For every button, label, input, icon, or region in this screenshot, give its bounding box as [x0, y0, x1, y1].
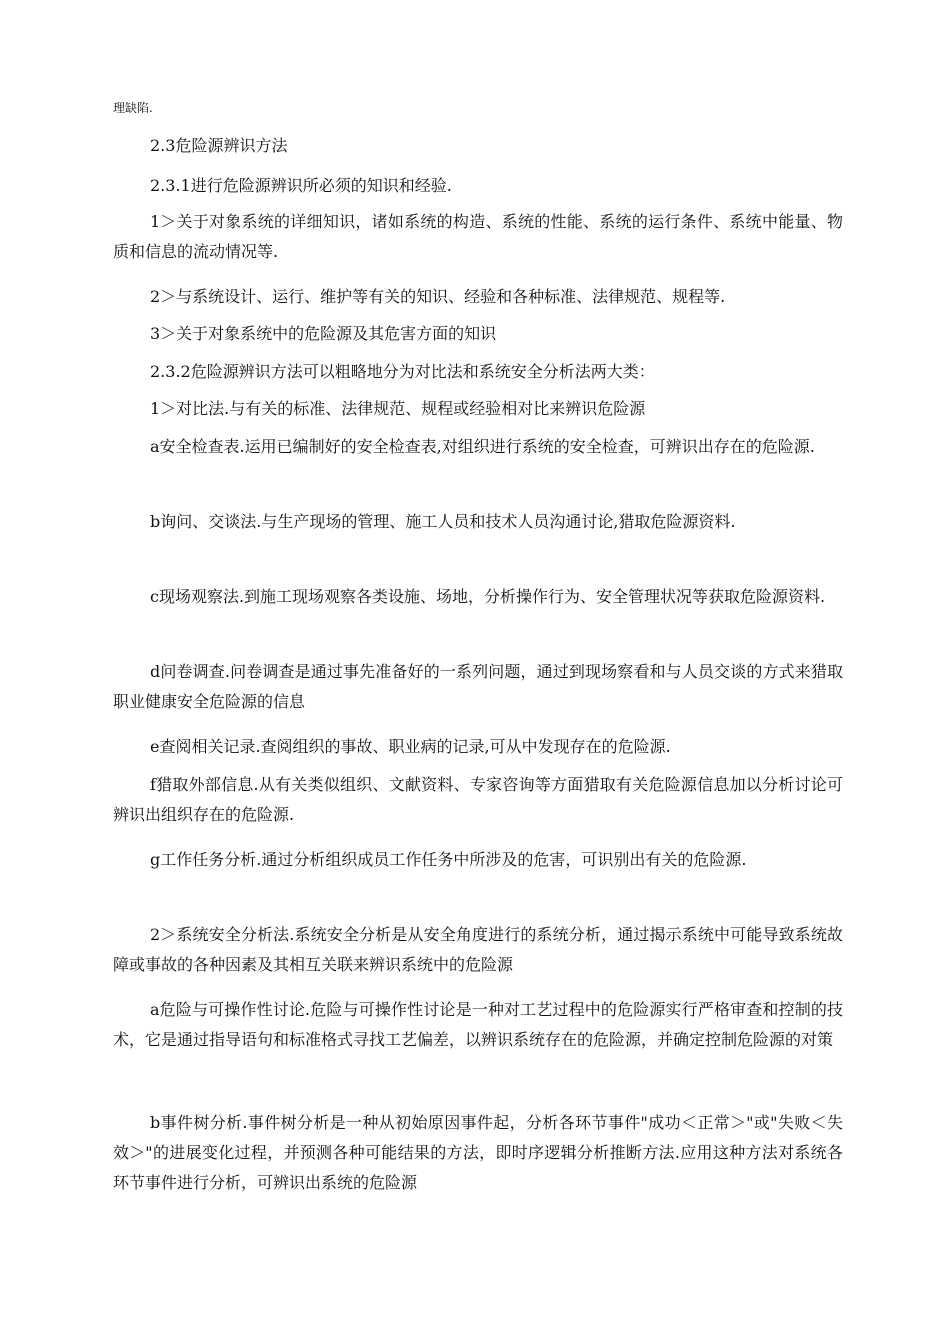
paragraph-item-g-task-analysis: g工作任务分析.通过分析组织成员工作任务中所涉及的危害，可识别出有关的危险源. [150, 850, 747, 869]
section-heading-2-3: 2.3危险源辨识方法 [150, 136, 288, 155]
paragraph-knowledge-3: 3＞关于对象系统中的危险源及其危害方面的知识 [150, 324, 497, 343]
paragraph-item-b-event-tree: b事件树分析.事件树分析是一种从初始原因事件起，分析各环节事件"成功＜正常＞"或"失败＜失效＞"的进展变化过程，并预测各种可能结果的方法，即时序逻辑分析推断方法.应用这种方法对系统各环节事件进行分析，可辨识出系统的危险源 [113, 1113, 843, 1192]
paragraph-system-safety-analysis: 2＞系统安全分析法.系统安全分析是从安全角度进行的系统分析，通过揭示系统中可能导致系统故障或事故的各种因素及其相互关联来辨识系统中的危险源 [113, 925, 843, 974]
paragraph-item-f-external: f猎取外部信息.从有关类似组织、文献资料、专家咨询等方面猎取有关危险源信息加以分析讨论可辨识出组织存在的危险源. [113, 775, 843, 824]
paragraph-item-d-questionnaire: d问卷调查.问卷调查是通过事先准备好的一系列问题，通过到现场察看和与人员交谈的方式来猎取职业健康安全危险源的信息 [113, 662, 843, 711]
paragraph-item-c-observation: c现场观察法.到施工现场观察各类设施、场地，分析操作行为、安全管理状况等获取危险源资料. [150, 587, 826, 606]
subsection-heading-2-3-1: 2.3.1进行危险源辨识所必须的知识和经验. [150, 176, 452, 195]
paragraph-knowledge-2: 2＞与系统设计、运行、维护等有关的知识、经验和各种标准、法律规范、规程等. [150, 287, 726, 306]
carryover-text: 理缺陷. [113, 101, 153, 115]
subsection-heading-2-3-2: 2.3.2危险源辨识方法可以粗略地分为对比法和系统安全分析法两大类： [150, 362, 655, 381]
paragraph-knowledge-1: 1＞关于对象系统的详细知识，诸如系统的构造、系统的性能、系统的运行条件、系统中能量、物质和信息的流动情况等. [113, 212, 843, 261]
paragraph-comparison-method: 1＞对比法.与有关的标准、法律规范、规程或经验相对比来辨识危险源 [150, 399, 646, 418]
paragraph-item-a-hazop: a危险与可操作性讨论.危险与可操作性讨论是一种对工艺过程中的危险源实行严格审查和控制的技术，它是通过指导语句和标准格式寻找工艺偏差，以辨识系统存在的危险源，并确定控制危险源的对策 [113, 1000, 843, 1049]
paragraph-item-e-records: e查阅相关记录.查阅组织的事故、职业病的记录,可从中发现存在的危险源. [150, 737, 671, 756]
paragraph-item-a-checklist: a安全检查表.运用已编制好的安全检查表,对组织进行系统的安全检查，可辨识出存在的危险源. [150, 437, 815, 456]
paragraph-item-b-interview: b询问、交谈法.与生产现场的管理、施工人员和技术人员沟通讨论,猎取危险源资料. [150, 512, 736, 531]
